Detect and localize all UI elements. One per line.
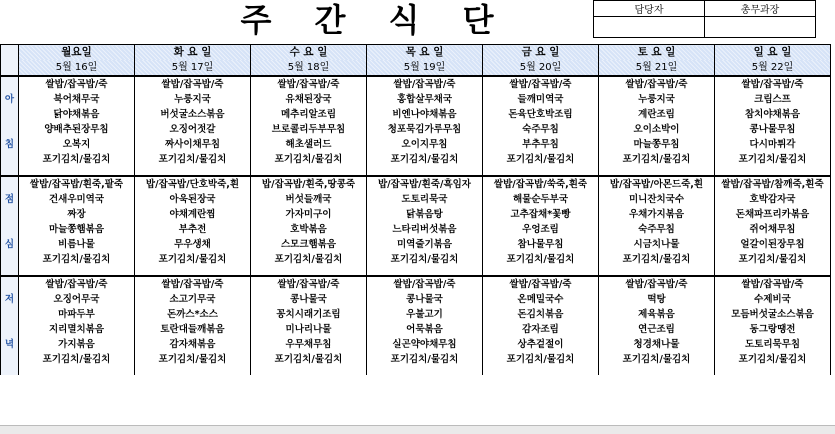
meal-label-cell: 녁	[1, 337, 19, 352]
approval-sign-director[interactable]	[705, 17, 816, 38]
menu-item-cell[interactable]: 쌀밥/잡곡밥/죽	[135, 276, 251, 292]
menu-item-cell[interactable]: 어묵볶음	[367, 322, 483, 337]
spacer-cell	[135, 167, 251, 176]
menu-item-cell[interactable]: 포기김치/물김치	[135, 252, 251, 267]
corner-cell	[1, 45, 19, 61]
menu-item-cell[interactable]: 포기김치/물김치	[251, 152, 367, 167]
menu-item-cell[interactable]: 브로콜리두부무침	[251, 122, 367, 137]
menu-item-cell[interactable]: 짜사이채무침	[135, 137, 251, 152]
menu-item-cell[interactable]: 감자조림	[483, 322, 599, 337]
menu-item-cell[interactable]: 도토리묵무침	[715, 337, 831, 352]
day-name-cell[interactable]: 목 요 일	[367, 45, 483, 61]
spacer-cell	[715, 267, 831, 276]
menu-item-cell[interactable]: 포기김치/물김치	[367, 152, 483, 167]
spacer-cell	[251, 267, 367, 276]
menu-item-cell[interactable]: 쌀밥/잡곡밥/죽	[251, 76, 367, 92]
day-name-cell[interactable]: 화 요 일	[135, 45, 251, 61]
menu-item-cell[interactable]: 포기김치/물김치	[715, 152, 831, 167]
menu-item-cell[interactable]: 고추잡채*꽃빵	[483, 207, 599, 222]
menu-item-cell[interactable]: 쌀밥/잡곡밥/죽	[483, 276, 599, 292]
menu-item-cell[interactable]: 크림스프	[715, 92, 831, 107]
spacer-cell	[19, 167, 135, 176]
menu-item-cell[interactable]: 연근조림	[599, 322, 715, 337]
menu-item-cell[interactable]: 해물순두부국	[483, 192, 599, 207]
menu-item-cell[interactable]: 북어채무국	[19, 92, 135, 107]
menu-item-cell[interactable]: 포기김치/물김치	[599, 152, 715, 167]
menu-item-cell[interactable]: 쌀밥/잡곡밥/죽	[19, 276, 135, 292]
menu-item-cell[interactable]: 실곤약야채무침	[367, 337, 483, 352]
menu-item-cell[interactable]: 부추전	[135, 222, 251, 237]
menu-item-cell[interactable]: 오복지	[19, 137, 135, 152]
menu-item-cell[interactable]: 다시마튀각	[715, 137, 831, 152]
menu-item-cell[interactable]: 콩나물국	[367, 292, 483, 307]
menu-item-cell[interactable]: 비엔나야채볶음	[367, 107, 483, 122]
spacer-cell	[483, 167, 599, 176]
menu-item-cell[interactable]: 쌀밥/잡곡밥/죽	[483, 76, 599, 92]
spacer-cell	[483, 267, 599, 276]
day-date-cell[interactable]: 5월 20일	[483, 60, 599, 76]
menu-item-cell[interactable]: 포기김치/물김치	[135, 152, 251, 167]
approval-box	[593, 0, 816, 38]
day-date-cell[interactable]: 5월 22일	[715, 60, 831, 76]
menu-item-cell[interactable]: 콩나물국	[251, 292, 367, 307]
day-name-cell[interactable]: 일 요 일	[715, 45, 831, 61]
approval-role-manager[interactable]: 담당자	[594, 1, 705, 17]
day-date-cell[interactable]: 5월 16일	[19, 60, 135, 76]
weekly-menu-table	[0, 44, 831, 375]
menu-item-cell[interactable]: 해초샐러드	[251, 137, 367, 152]
menu-item-cell[interactable]: 계란조림	[599, 107, 715, 122]
menu-item-cell[interactable]: 포기김치/물김치	[367, 252, 483, 267]
spacer-cell	[483, 367, 599, 375]
menu-item-cell[interactable]: 동그랑땡전	[715, 322, 831, 337]
menu-item-cell[interactable]: 양배추된장무침	[19, 122, 135, 137]
menu-item-cell[interactable]: 닭볶음탕	[367, 207, 483, 222]
spacer-cell	[1, 167, 19, 176]
menu-item-cell[interactable]: 돈까스*소스	[135, 307, 251, 322]
meal-label-cell	[1, 76, 19, 92]
menu-item-cell[interactable]: 들깨미역국	[483, 92, 599, 107]
menu-item-cell[interactable]: 건새우미역국	[19, 192, 135, 207]
meal-label-cell	[1, 322, 19, 337]
menu-item-cell[interactable]: 야채계란찜	[135, 207, 251, 222]
menu-item-cell[interactable]: 무우생채	[135, 237, 251, 252]
day-name-cell[interactable]: 월요일	[19, 45, 135, 61]
meal-label-cell: 심	[1, 237, 19, 252]
spacer-cell	[1, 367, 19, 375]
menu-item-cell[interactable]: 소고기무국	[135, 292, 251, 307]
spacer-cell	[599, 267, 715, 276]
menu-item-cell[interactable]: 참치야채볶음	[715, 107, 831, 122]
menu-item-cell[interactable]: 짜장	[19, 207, 135, 222]
menu-item-cell[interactable]: 쥐어채무침	[715, 222, 831, 237]
menu-item-cell[interactable]: 밥/잡곡밥/흰죽/흑임자	[367, 176, 483, 192]
menu-item-cell[interactable]: 청경채나물	[599, 337, 715, 352]
meal-label-cell: 점	[1, 192, 19, 207]
menu-item-cell[interactable]: 미나리나물	[251, 322, 367, 337]
menu-item-cell[interactable]: 호박감자국	[715, 192, 831, 207]
menu-item-cell[interactable]: 스모크햄볶음	[251, 237, 367, 252]
menu-item-cell[interactable]: 오징어무국	[19, 292, 135, 307]
menu-item-cell[interactable]: 호박볶음	[251, 222, 367, 237]
menu-item-cell[interactable]: 포기김치/물김치	[483, 152, 599, 167]
menu-item-cell[interactable]: 콩나물무침	[715, 122, 831, 137]
menu-item-cell[interactable]: 제육볶음	[599, 307, 715, 322]
spacer-cell	[19, 267, 135, 276]
menu-item-cell[interactable]: 쌀밥/잡곡밥/흰죽,팥죽	[19, 176, 135, 192]
menu-item-cell[interactable]: 포기김치/물김치	[19, 252, 135, 267]
menu-item-cell[interactable]: 포기김치/물김치	[599, 352, 715, 367]
day-date-cell[interactable]: 5월 18일	[251, 60, 367, 76]
day-date-cell[interactable]: 5월 17일	[135, 60, 251, 76]
menu-item-cell[interactable]: 쌀밥/잡곡밥/죽	[251, 276, 367, 292]
spacer-cell	[135, 267, 251, 276]
meal-label-cell: 아	[1, 92, 19, 107]
menu-item-cell[interactable]: 포기김치/물김치	[251, 252, 367, 267]
day-name-cell[interactable]: 토 요 일	[599, 45, 715, 61]
day-name-cell[interactable]: 금 요 일	[483, 45, 599, 61]
day-name-cell[interactable]: 수 요 일	[251, 45, 367, 61]
spacer-cell	[251, 167, 367, 176]
menu-item-cell[interactable]: 감자채볶음	[135, 337, 251, 352]
menu-item-cell[interactable]: 쌀밥/잡곡밥/쑥죽,흰죽	[483, 176, 599, 192]
menu-item-cell[interactable]: 쌀밥/잡곡밥/죽	[19, 76, 135, 92]
menu-item-cell[interactable]: 유채된장국	[251, 92, 367, 107]
spacer-cell	[715, 167, 831, 176]
menu-item-cell[interactable]: 우엉조림	[483, 222, 599, 237]
menu-item-cell[interactable]: 쌀밥/잡곡밥/죽	[715, 276, 831, 292]
menu-item-cell[interactable]: 포기김치/물김치	[135, 352, 251, 367]
menu-item-cell[interactable]: 미역줄기볶음	[367, 237, 483, 252]
menu-item-cell[interactable]: 가자미구이	[251, 207, 367, 222]
spacer-cell	[251, 367, 367, 375]
menu-item-cell[interactable]: 얼갈이된장무침	[715, 237, 831, 252]
menu-item-cell[interactable]: 마늘쫑무침	[599, 137, 715, 152]
menu-item-cell[interactable]: 오이소박이	[599, 122, 715, 137]
day-date-cell[interactable]: 5월 21일	[599, 60, 715, 76]
menu-item-cell[interactable]: 청포묵김가루무침	[367, 122, 483, 137]
menu-item-cell[interactable]: 비름나물	[19, 237, 135, 252]
spacer-cell	[367, 367, 483, 375]
menu-item-cell[interactable]: 마파두부	[19, 307, 135, 322]
menu-item-cell[interactable]: 돈김치볶음	[483, 307, 599, 322]
menu-item-cell[interactable]: 숙주무침	[483, 122, 599, 137]
spacer-cell	[1, 267, 19, 276]
corner-cell	[1, 60, 19, 76]
menu-item-cell[interactable]: 쌀밥/잡곡밥/죽	[367, 76, 483, 92]
spacer-cell	[599, 167, 715, 176]
meal-label-cell	[1, 152, 19, 167]
meal-label-cell: 침	[1, 137, 19, 152]
day-date-cell[interactable]: 5월 19일	[367, 60, 483, 76]
spacer-cell	[135, 367, 251, 375]
menu-item-cell[interactable]: 우채가지볶음	[599, 207, 715, 222]
menu-item-cell[interactable]: 밥/잡곡밥/흰죽,땅콩죽	[251, 176, 367, 192]
menu-item-cell[interactable]: 우무채무침	[251, 337, 367, 352]
meal-label-cell	[1, 352, 19, 367]
menu-item-cell[interactable]: 쌀밥/잡곡밥/죽	[715, 76, 831, 92]
menu-item-cell[interactable]: 밥/잡곡밥/아몬드죽,흰	[599, 176, 715, 192]
menu-item-cell[interactable]: 포기김치/물김치	[715, 252, 831, 267]
meal-label-cell	[1, 122, 19, 137]
menu-item-cell[interactable]: 포기김치/물김치	[367, 352, 483, 367]
menu-item-cell[interactable]: 쌀밥/잡곡밥/죽	[367, 276, 483, 292]
menu-item-cell[interactable]: 상추겉절이	[483, 337, 599, 352]
menu-item-cell[interactable]: 느타리버섯볶음	[367, 222, 483, 237]
meal-label-cell: 저	[1, 292, 19, 307]
menu-item-cell[interactable]: 부추무침	[483, 137, 599, 152]
menu-item-cell[interactable]: 참나물무침	[483, 237, 599, 252]
menu-item-cell[interactable]: 포기김치/물김치	[19, 152, 135, 167]
menu-item-cell[interactable]: 포기김치/물김치	[483, 352, 599, 367]
menu-item-cell[interactable]: 누룽지국	[135, 92, 251, 107]
meal-label-cell	[1, 252, 19, 267]
meal-label-cell	[1, 176, 19, 192]
meal-label-cell	[1, 222, 19, 237]
menu-item-cell[interactable]: 쌀밥/잡곡밥/죽	[599, 276, 715, 292]
menu-item-cell[interactable]: 가지볶음	[19, 337, 135, 352]
menu-item-cell[interactable]: 쌀밥/잡곡밥/죽	[599, 76, 715, 92]
spacer-cell	[367, 267, 483, 276]
menu-item-cell[interactable]: 포기김치/물김치	[599, 252, 715, 267]
menu-item-cell[interactable]: 밥/잡곡밥/단호박죽,흰	[135, 176, 251, 192]
menu-item-cell[interactable]: 아욱된장국	[135, 192, 251, 207]
meal-label-cell	[1, 307, 19, 322]
spacer-cell	[599, 367, 715, 375]
menu-item-cell[interactable]: 돈육단호박조림	[483, 107, 599, 122]
menu-item-cell[interactable]: 숙주무침	[599, 222, 715, 237]
meal-label-cell	[1, 276, 19, 292]
menu-item-cell[interactable]: 포기김치/물김치	[483, 252, 599, 267]
spacer-cell	[715, 367, 831, 375]
approval-role-director[interactable]: 총무과장	[705, 1, 816, 17]
menu-item-cell[interactable]: 온메밀국수	[483, 292, 599, 307]
menu-item-cell[interactable]: 미니잔치국수	[599, 192, 715, 207]
menu-item-cell[interactable]: 누룽지국	[599, 92, 715, 107]
spacer-cell	[367, 167, 483, 176]
menu-item-cell[interactable]: 떡탕	[599, 292, 715, 307]
menu-item-cell[interactable]: 지리멸치볶음	[19, 322, 135, 337]
page-title: 주 간 식 단	[240, 1, 510, 39]
menu-item-cell[interactable]: 도토리묵국	[367, 192, 483, 207]
menu-item-cell[interactable]: 닭야채볶음	[19, 107, 135, 122]
menu-item-cell[interactable]: 돈채파프리카볶음	[715, 207, 831, 222]
menu-item-cell[interactable]: 오이지무침	[367, 137, 483, 152]
menu-item-cell[interactable]: 수제비국	[715, 292, 831, 307]
spacer-cell	[19, 367, 135, 375]
menu-item-cell[interactable]: 포기김치/물김치	[251, 352, 367, 367]
menu-item-cell[interactable]: 포기김치/물김치	[19, 352, 135, 367]
menu-item-cell[interactable]: 홍합살무채국	[367, 92, 483, 107]
menu-item-cell[interactable]: 모듬버섯굴소스볶음	[715, 307, 831, 322]
menu-item-cell[interactable]: 시금치나물	[599, 237, 715, 252]
meal-label-cell	[1, 207, 19, 222]
menu-item-cell[interactable]: 꽁치시래기조림	[251, 307, 367, 322]
approval-sign-manager[interactable]	[594, 17, 705, 38]
menu-item-cell[interactable]: 버섯굴소스볶음	[135, 107, 251, 122]
meal-label-cell	[1, 107, 19, 122]
menu-item-cell[interactable]: 우불고기	[367, 307, 483, 322]
menu-item-cell[interactable]: 포기김치/물김치	[715, 352, 831, 367]
menu-item-cell[interactable]: 오징어젓갈	[135, 122, 251, 137]
menu-item-cell[interactable]: 버섯들깨국	[251, 192, 367, 207]
menu-item-cell[interactable]: 쌀밥/잡곡밥/죽	[135, 76, 251, 92]
menu-item-cell[interactable]: 마늘쫑햄볶음	[19, 222, 135, 237]
menu-item-cell[interactable]: 쌀밥/잡곡밥/참깨죽,흰죽	[715, 176, 831, 192]
menu-item-cell[interactable]: 토란대들깨볶음	[135, 322, 251, 337]
menu-item-cell[interactable]: 메추리알조림	[251, 107, 367, 122]
